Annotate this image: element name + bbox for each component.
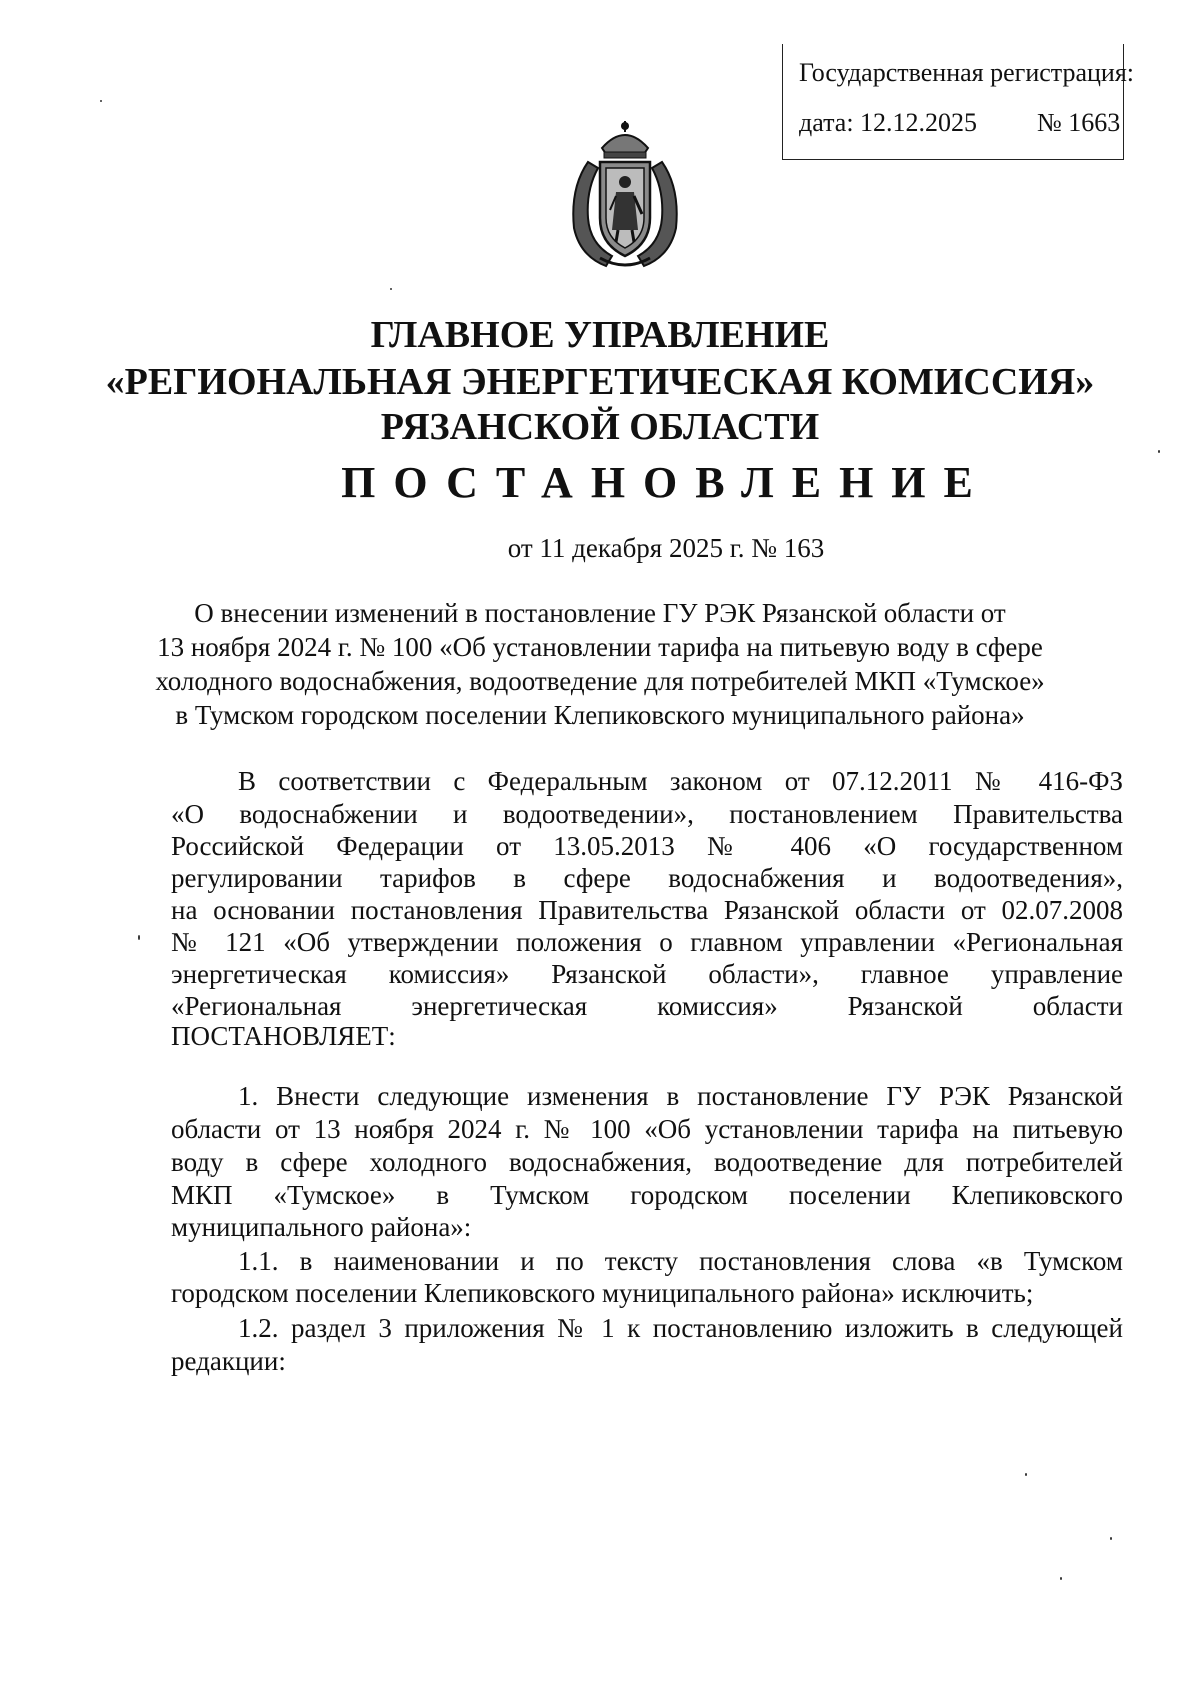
scan-speck bbox=[1025, 1473, 1027, 1476]
ryazan-coat-of-arms-icon bbox=[560, 118, 690, 270]
registration-date: дата: 12.12.2025 bbox=[799, 108, 978, 137]
preamble-line: «О водоснабжении и водоотведении», постановлением Правительства bbox=[171, 799, 1123, 829]
registration-title: Государственная регистрация: bbox=[799, 58, 1135, 87]
preamble-line: на основании постановления Правительства Рязанской области от 02.07.2008 bbox=[171, 895, 1123, 925]
scan-speck bbox=[100, 100, 102, 102]
item1-line: муниципального района»: bbox=[171, 1212, 472, 1242]
scan-speck bbox=[1110, 1537, 1112, 1540]
document-type-title: ПОСТАНОВЛЕНИЕ bbox=[341, 458, 991, 507]
item1-1-line: городском поселении Клепиковского муниципального района» исключить; bbox=[171, 1278, 1034, 1308]
subject-line: в Тумском городском поселении Клепиковского муниципального района» bbox=[175, 700, 1025, 730]
org-name-line2: «РЕГИОНАЛЬНАЯ ЭНЕРГЕТИЧЕСКАЯ КОМИССИЯ» bbox=[105, 361, 1095, 403]
preamble-line: Российской Федерации от 13.05.2013 № 406 «О государственном bbox=[171, 831, 1123, 861]
registration-date-line bbox=[799, 108, 1121, 138]
org-name-line1: ГЛАВНОЕ УПРАВЛЕНИЕ bbox=[370, 314, 830, 356]
item1-line: 1. Внести следующие изменения в постановление ГУ РЭК Рязанской bbox=[238, 1081, 1123, 1111]
item1-1-line: 1.1. в наименовании и по тексту постановления слова «в Тумском bbox=[238, 1246, 1123, 1276]
preamble-line: «Региональная энергетическая комиссия» Рязанской области bbox=[171, 991, 1123, 1021]
org-name-line3: РЯЗАНСКОЙ ОБЛАСТИ bbox=[380, 406, 820, 448]
scan-speck bbox=[1158, 450, 1160, 453]
document-date-number: от 11 декабря 2025 г. № 163 bbox=[507, 533, 825, 563]
item1-2-line: 1.2. раздел 3 приложения № 1 к постановлению изложить в следующей bbox=[238, 1313, 1123, 1343]
item1-line: области от 13 ноября 2024 г. № 100 «Об установлении тарифа на питьевую bbox=[171, 1114, 1123, 1144]
preamble-line: В соответствии с Федеральным законом от 07.12.2011 № 416-ФЗ bbox=[238, 766, 1123, 796]
scan-speck bbox=[138, 935, 140, 940]
preamble-line: № 121 «Об утверждении положения о главном управлении «Региональная bbox=[171, 927, 1123, 957]
subject-line: 13 ноября 2024 г. № 100 «Об установлении тарифа на питьевую воду в сфере bbox=[157, 632, 1043, 662]
registration-number: № 1663 bbox=[1037, 108, 1121, 137]
item1-line: воду в сфере холодного водоснабжения, водоотведение для потребителей bbox=[171, 1147, 1123, 1177]
subject-line: холодного водоснабжения, водоотведение для потребителей МКП «Тумское» bbox=[155, 666, 1045, 696]
item1-2-line: редакции: bbox=[171, 1346, 286, 1376]
preamble-line: энергетическая комиссия» Рязанской области», главное управление bbox=[171, 959, 1123, 989]
scan-speck bbox=[1060, 1577, 1062, 1580]
subject-line: О внесении изменений в постановление ГУ РЭК Рязанской области от bbox=[194, 598, 1006, 628]
preamble-decree-word: ПОСТАНОВЛЯЕТ: bbox=[171, 1021, 396, 1051]
item1-line: МКП «Тумское» в Тумском городском поселении Клепиковского bbox=[171, 1180, 1123, 1210]
scan-speck bbox=[390, 288, 392, 290]
registration-box bbox=[782, 44, 1135, 160]
preamble-line: регулировании тарифов в сфере водоснабжения и водоотведения», bbox=[171, 863, 1123, 893]
